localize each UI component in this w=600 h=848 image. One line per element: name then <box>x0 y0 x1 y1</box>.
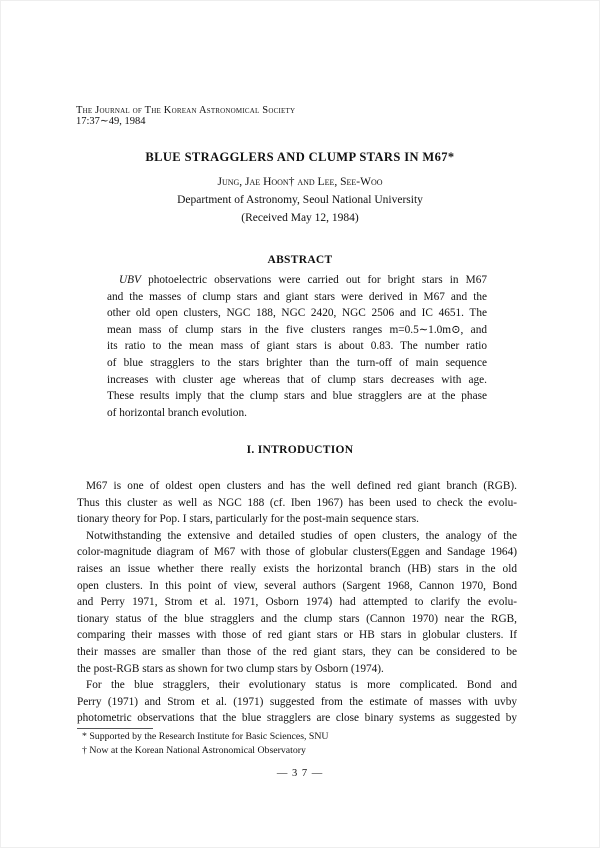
body-line: their masses are smaller than those of the red giant stars, they can be considered to be <box>77 645 517 658</box>
abstract-heading: ABSTRACT <box>267 254 333 266</box>
body-line: Thus this cluster as well as NGC 188 (cf. Iben 1967) has been used to check the evolu- <box>77 496 517 509</box>
body-line: open clusters. In this point of view, several authors (Sargent 1968, Cannon 1970, Bond <box>77 579 517 592</box>
body-line: For the blue stragglers, their evolutionary status is more complicated. Bond and <box>86 679 517 692</box>
footnote-affiliation: † Now at the Korean National Astronomical Observatory <box>82 745 306 756</box>
abstract-line-rest: photoelectric observations were carried out for bright stars in M67 <box>140 274 487 286</box>
abstract-lead: UBV <box>119 274 141 286</box>
body-line: comparing their masses with those of red giant stars or HB stars in globular clusters. If <box>77 629 517 642</box>
abstract-line: of blue stragglers to the stars brighter than the turn-off of main sequence <box>107 356 487 369</box>
footnote-rule <box>77 728 153 729</box>
body-line: tionary status of the blue stragglers and the clump stars (Cannon 1970) near the RGB, <box>77 612 517 625</box>
footnote-support: * Supported by the Research Institute for Basic Sciences, SNU <box>82 731 329 742</box>
abstract-line: of horizontal branch evolution. <box>107 406 247 419</box>
paper-title: BLUE STRAGGLERS AND CLUMP STARS IN M67* <box>145 150 455 164</box>
body-line: tionary theory for Pop. I stars, particularly for the post-main sequence stars. <box>77 513 419 526</box>
introduction-text <box>77 478 517 727</box>
body-line: color-magnitude diagram of M67 with those of globular clusters(Eggen and Sandage 1964) <box>77 546 517 559</box>
body-line: photometric observations that the blue stragglers are close binary systems as suggested by <box>77 712 517 725</box>
body-line: raises an issue whether there really exists the horizontal branch (HB) stars in the old <box>77 562 517 575</box>
body-line: the post-RGB stars as shown for two clump stars by Osborn (1974). <box>77 662 384 675</box>
volume-pages: 17:37∼49, 1984 <box>76 116 146 127</box>
body-line: Notwithstanding the extensive and detailed studies of open clusters, the analogy of the <box>86 529 517 542</box>
body-line: and Perry 1971, Strom et al. 1971, Osborn 1974) had attempted to clarify the evolu- <box>77 596 517 609</box>
abstract-line <box>107 272 487 289</box>
abstract-line: These results imply that the clump stars and blue stragglers are at the phase <box>107 390 487 403</box>
section-heading-introduction: I. INTRODUCTION <box>246 444 354 456</box>
abstract-line: other old open clusters, NGC 188, NGC 2420, NGC 2506 and IC 4651. The <box>107 307 487 320</box>
body-line: M67 is one of oldest open clusters and has the well defined red giant branch (RGB). <box>86 480 517 492</box>
affiliation: Department of Astronomy, Seoul National University <box>177 194 423 206</box>
abstract-line: its ratio to the mean mass of giant stars is about 0.83. The number ratio <box>107 340 487 353</box>
abstract-line: increases with cluster age whereas that of clump stars decreases with age. <box>107 373 487 386</box>
received-date: (Received May 12, 1984) <box>241 212 359 224</box>
journal-name: The Journal of The Korean Astronomical Society <box>76 105 296 116</box>
abstract-text <box>107 272 487 421</box>
authors: Jung, Jae Hoon† and Lee, See-Woo <box>217 176 383 188</box>
page-number: — 3 7 — <box>276 768 324 779</box>
abstract-line: mean mass of clump stars in the five clusters ranges m=0.5∼1.0m⊙, and <box>107 323 487 336</box>
abstract-line: and the masses of clump stars and giant stars were derived in M67 and the <box>107 290 487 303</box>
body-line: Perry (1971) and Strom et al. (1971) suggested from the estimate of masses with uvby <box>77 695 517 708</box>
